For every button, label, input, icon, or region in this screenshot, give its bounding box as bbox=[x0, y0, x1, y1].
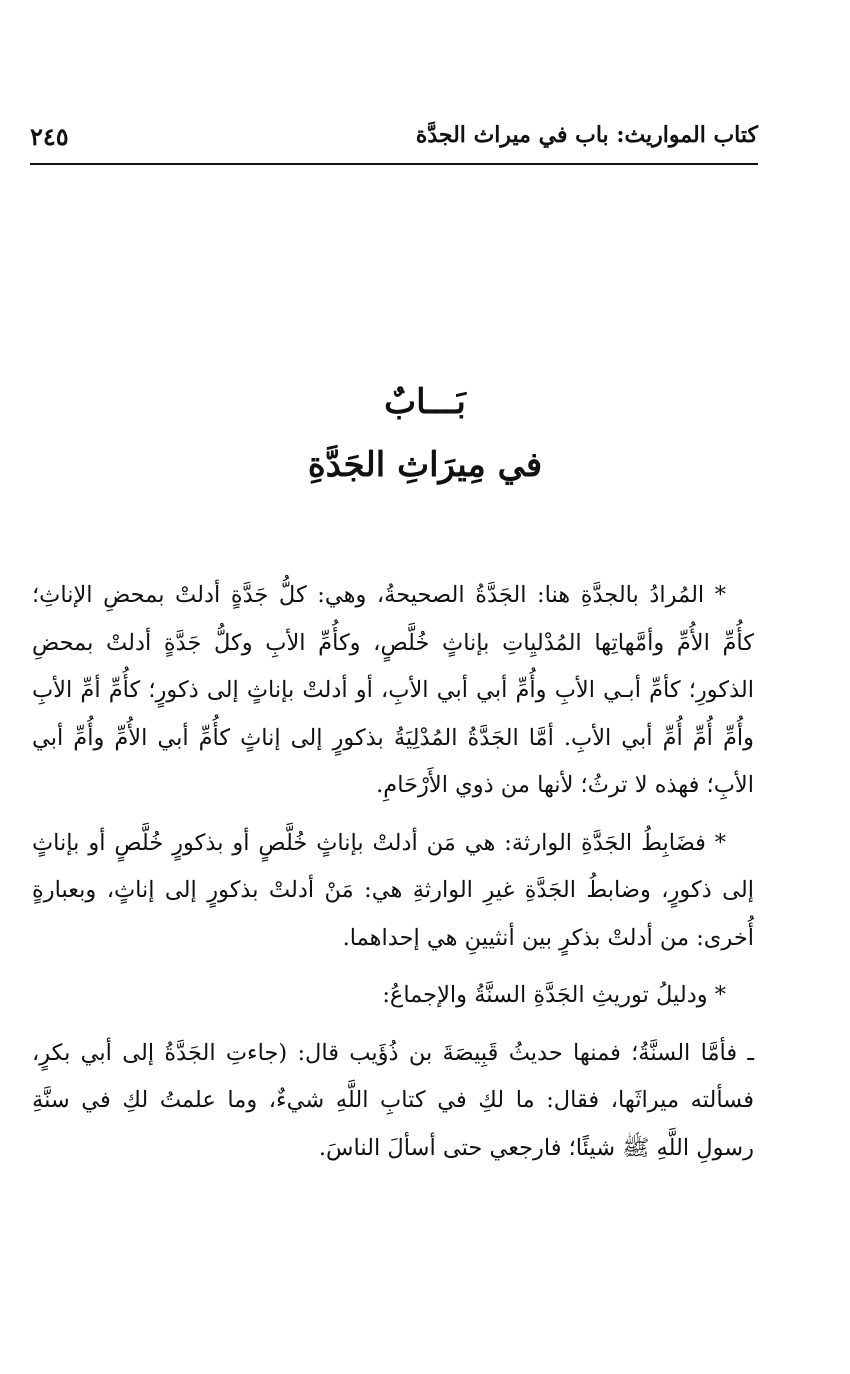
chapter-label: بَـــابٌ bbox=[384, 382, 466, 422]
running-title: كتاب المواريث: باب في ميراث الجدَّة bbox=[415, 122, 758, 148]
header-rule bbox=[30, 163, 758, 165]
body-text bbox=[32, 572, 754, 1182]
page-number: ٢٤٥ bbox=[30, 122, 69, 151]
paragraph-evidence: * ودليلُ توريثِ الجَدَّةِ السنَّةُ والإجماعُ: bbox=[382, 982, 726, 1008]
running-header bbox=[30, 122, 758, 158]
chapter-title: في مِيرَاثِ الجَدَّةِ bbox=[307, 445, 543, 485]
paragraph-rule: * فضَابِطُ الجَدَّةِ الوارثة: هي مَن أدلتْ بإناثٍ خُلَّصٍ أو بذكورٍ خُلَّصٍ أو بإناثٍ إلى ذكورٍ، وضابطُ الجَدَّةِ غيرِ الوارثةِ هي: مَنْ أدلتْ بذكورٍ إلى إناثٍ، وبعبارةٍ أُخرى: من أدلتْ بذكرٍ بين أنثيينِ هي إحداهما. bbox=[32, 829, 754, 951]
paragraph-definition: * المُرادُ بالجدَّةِ هنا: الجَدَّةُ الصحيحةُ، وهي: كلُّ جَدَّةٍ أدلتْ بمحضِ الإناثِ؛ كأُمِّ الأُمِّ وأمَّهاتِها المُدْليِاتِ بإناثٍ خُلَّصٍ، وكأُمِّ الأبِ وكلُّ جَدَّةٍ أدلتْ بمحضِ الذكورِ؛ كأمِّ أبـي الأبِ وأُمِّ أبي أبي الأبِ، أو أدلتْ بإناثٍ إلى ذكورٍ؛ كأُمِّ أمِّ الأبِ وأُمِّ أُمِّ أُمِّ أبي الأبِ. أمَّا الجَدَّةُ المُدْلِيَةُ بذكورٍ إلى إناثٍ كأُمِّ أبي الأُمِّ وأُمِّ أبي الأبِ؛ فهذه لا ترثُ؛ لأنها من ذوي الأَرْحَامِ. bbox=[32, 582, 754, 798]
paragraph-sunnah: ـ فأمَّا السنَّةُ؛ فمنها حديثُ قَبِيصَةَ بن ذُؤَيب قال: (جاءتِ الجَدَّةُ إلى أبي بكرٍ، فسألته ميراثَها، فقال: ما لكِ في كتابِ اللَّهِ شيءٌ، وما علمتُ لكِ في سنَّةِ رسولِ اللَّهِ ﷺ شيئًا؛ فارجعي حتى أسألَ الناسَ. bbox=[32, 1039, 754, 1161]
